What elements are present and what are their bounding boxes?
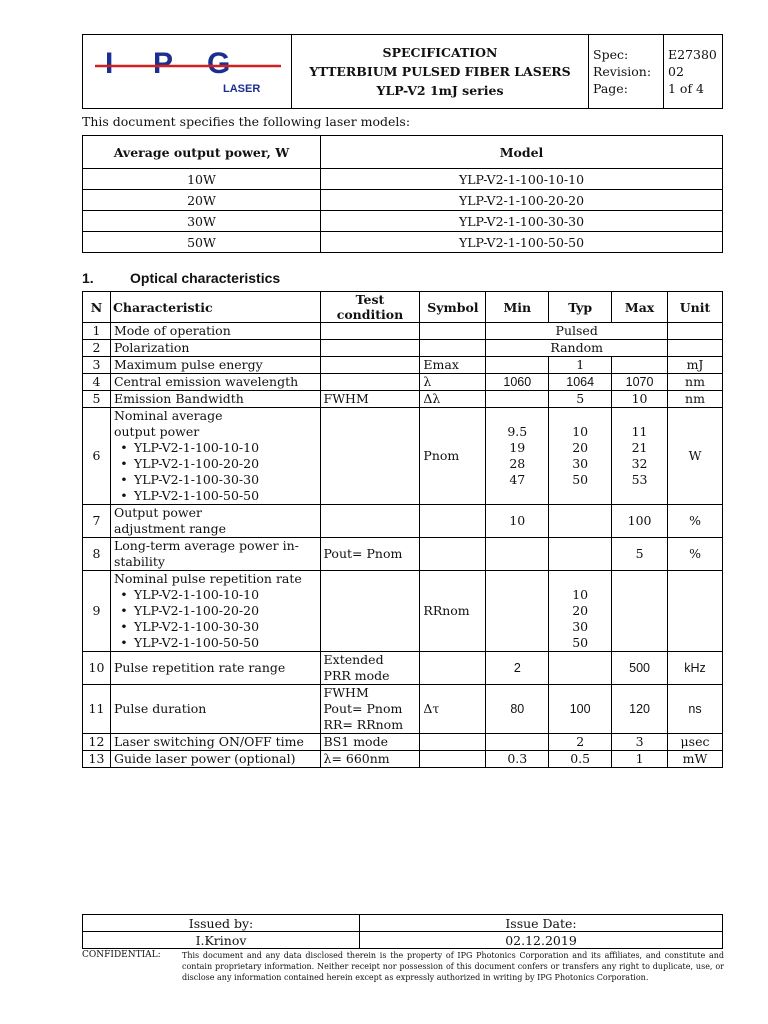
cell-min: 2 xyxy=(486,652,549,685)
cell-characteristic: Polarization xyxy=(110,340,320,357)
cell-n: 6 xyxy=(83,408,111,505)
cell-characteristic: Laser switching ON/OFF time xyxy=(110,734,320,751)
page-value: 1 of 4 xyxy=(668,81,705,96)
cell-unit: mW xyxy=(668,751,723,768)
cell-model: YLP-V2-1-100-10-10 xyxy=(321,169,723,190)
cell-symbol xyxy=(420,323,486,340)
logo-letter-i: I xyxy=(105,47,114,80)
list-item: • YLP-V2-1-100-20-20 xyxy=(114,603,317,619)
cell-max: 5 xyxy=(612,538,668,571)
issued-by-value: I.Krinov xyxy=(83,932,360,949)
cell-max: 1070 xyxy=(612,374,668,391)
revision-label: Revision: xyxy=(593,64,652,79)
cell-n: 11 xyxy=(83,685,111,734)
cell-symbol xyxy=(420,751,486,768)
cell-min xyxy=(486,408,549,505)
cell-power: 20W xyxy=(83,190,321,211)
cell-min: 0.3 xyxy=(486,751,549,768)
cell-n: 13 xyxy=(83,751,111,768)
cell-characteristic xyxy=(110,571,320,652)
cell-symbol: Emax xyxy=(420,357,486,374)
cell-typ xyxy=(549,538,612,571)
cell-unit: μsec xyxy=(668,734,723,751)
document-header xyxy=(82,34,723,109)
value: 53 xyxy=(631,472,648,487)
cell-max: 500 xyxy=(612,652,668,685)
cell-condition: FWHM xyxy=(320,391,420,408)
cell-max: 1 xyxy=(612,751,668,768)
char-line: adjustment range xyxy=(113,521,226,536)
col-avg-power: Average output power, W xyxy=(83,136,321,169)
cell-symbol xyxy=(420,505,486,538)
col-symbol: Symbol xyxy=(420,292,486,323)
logo-sub: LASER xyxy=(223,83,261,95)
value: 50 xyxy=(572,635,589,650)
confidential-label: CONFIDENTIAL: xyxy=(82,950,161,960)
table-row xyxy=(83,340,723,357)
cell-power: 30W xyxy=(83,211,321,232)
table-row xyxy=(83,538,723,571)
confidential-text: This document and any data disclosed therein is the property of IPG Photonics Corporation and its affiliates, and constitute and contain proprietary information. Neither receipt nor possession of this document confers or transfers any right to duplicate, use, or disclose any information contained herein except as expressly authorized in writing by IPG Photonics Corporation. xyxy=(182,951,724,982)
spec-label: Spec: xyxy=(593,47,629,62)
cell-unit: nm xyxy=(668,391,723,408)
revision-value: 02 xyxy=(668,64,684,79)
logo-letter-g: G xyxy=(207,47,231,80)
char-line: output power xyxy=(113,424,200,439)
model-list xyxy=(114,587,317,651)
cell-symbol xyxy=(420,734,486,751)
cell-n: 3 xyxy=(83,357,111,374)
table-row xyxy=(83,374,723,391)
char-line: Long-term average power in- xyxy=(113,538,299,553)
cell-unit: % xyxy=(668,538,723,571)
value: 10 xyxy=(572,424,589,439)
cell-min xyxy=(486,538,549,571)
issue-footer xyxy=(82,914,723,949)
cell-value: Random xyxy=(486,340,668,357)
cell-n: 12 xyxy=(83,734,111,751)
table-row xyxy=(83,685,723,734)
cell-typ xyxy=(549,652,612,685)
title-line-3: YLP-V2 1mJ series xyxy=(376,83,504,98)
cell-min xyxy=(486,391,549,408)
cell-max: 100 xyxy=(612,505,668,538)
char-line: stability xyxy=(113,554,165,569)
cell-symbol: RRnom xyxy=(420,571,486,652)
cell-typ: 0.5 xyxy=(549,751,612,768)
logo-cell xyxy=(83,35,292,109)
cell-symbol: λ xyxy=(420,374,486,391)
value: 30 xyxy=(572,456,589,471)
list-item: • YLP-V2-1-100-10-10 xyxy=(114,587,317,603)
title-line-1: SPECIFICATION xyxy=(382,45,498,60)
cell-max: 120 xyxy=(612,685,668,734)
cell-max: 3 xyxy=(612,734,668,751)
col-n: N xyxy=(83,292,111,323)
cell-unit: % xyxy=(668,505,723,538)
cell-n: 2 xyxy=(83,340,111,357)
cell-typ: 1 xyxy=(549,357,612,374)
table-row xyxy=(83,391,723,408)
cell-power: 10W xyxy=(83,169,321,190)
cond-line: FWHM xyxy=(323,685,369,700)
cell-condition xyxy=(320,685,420,734)
cell-symbol xyxy=(420,538,486,571)
cell-unit: nm xyxy=(668,374,723,391)
cell-max xyxy=(612,408,668,505)
cell-n: 9 xyxy=(83,571,111,652)
list-item: • YLP-V2-1-100-20-20 xyxy=(114,456,317,472)
table-row xyxy=(83,571,723,652)
cond-line: Extended xyxy=(323,652,384,667)
cell-condition: Pout= Pnom xyxy=(320,538,420,571)
cell-unit: W xyxy=(668,408,723,505)
col-max: Max xyxy=(612,292,668,323)
cell-min: 80 xyxy=(486,685,549,734)
table-row xyxy=(83,734,723,751)
intro-text: This document specifies the following laser models: xyxy=(82,114,411,129)
cell-condition: λ= 660nm xyxy=(320,751,420,768)
section-heading xyxy=(82,270,280,286)
cell-max xyxy=(612,571,668,652)
cell-condition xyxy=(320,374,420,391)
cell-typ xyxy=(549,505,612,538)
col-test-condition: Test condition xyxy=(320,292,420,323)
cell-characteristic: Pulse duration xyxy=(110,685,320,734)
title-line-2: YTTERBIUM PULSED FIBER LASERS xyxy=(309,64,571,79)
cell-condition xyxy=(320,340,420,357)
cell-condition xyxy=(320,408,420,505)
col-min: Min xyxy=(486,292,549,323)
char-line: Nominal pulse repetition rate xyxy=(113,571,302,586)
value: 20 xyxy=(572,603,589,618)
table-row xyxy=(83,211,723,232)
value: 21 xyxy=(631,440,648,455)
value: 50 xyxy=(572,472,589,487)
list-item: • YLP-V2-1-100-10-10 xyxy=(114,440,317,456)
cell-symbol: Δτ xyxy=(420,685,486,734)
cell-characteristic xyxy=(110,505,320,538)
models-header-row xyxy=(83,136,723,169)
cell-power: 50W xyxy=(83,232,321,253)
meta-values xyxy=(664,35,723,109)
value: 20 xyxy=(572,440,589,455)
value: 30 xyxy=(572,619,589,634)
cell-typ xyxy=(549,571,612,652)
cell-condition xyxy=(320,652,420,685)
table-row xyxy=(83,169,723,190)
issued-by-label: Issued by: xyxy=(83,915,360,932)
cell-characteristic: Pulse repetition rate range xyxy=(110,652,320,685)
cond-line: PRR mode xyxy=(323,668,390,683)
cell-unit xyxy=(668,340,723,357)
cell-symbol xyxy=(420,652,486,685)
cell-n: 10 xyxy=(83,652,111,685)
cell-characteristic: Central emission wavelength xyxy=(110,374,320,391)
cell-condition xyxy=(320,505,420,538)
table-row xyxy=(83,751,723,768)
cell-unit: kHz xyxy=(668,652,723,685)
cell-symbol xyxy=(420,340,486,357)
table-row xyxy=(83,357,723,374)
cell-characteristic: Mode of operation xyxy=(110,323,320,340)
table-row xyxy=(83,408,723,505)
cell-characteristic: Maximum pulse energy xyxy=(110,357,320,374)
cond-line: Pout= Pnom xyxy=(323,701,403,716)
cell-typ: 100 xyxy=(549,685,612,734)
col-model: Model xyxy=(321,136,723,169)
value: 10 xyxy=(572,587,589,602)
table-row xyxy=(83,190,723,211)
cell-min xyxy=(486,734,549,751)
cell-min xyxy=(486,357,549,374)
issue-date-value: 02.12.2019 xyxy=(360,932,723,949)
cell-n: 7 xyxy=(83,505,111,538)
cell-n: 1 xyxy=(83,323,111,340)
cell-characteristic xyxy=(110,408,320,505)
cell-condition xyxy=(320,571,420,652)
table-row xyxy=(83,232,723,253)
cell-condition xyxy=(320,357,420,374)
char-line: Output power xyxy=(113,505,202,520)
spec-value: E27380 xyxy=(668,47,717,62)
cell-min: 10 xyxy=(486,505,549,538)
cell-model: YLP-V2-1-100-30-30 xyxy=(321,211,723,232)
col-unit: Unit xyxy=(668,292,723,323)
cell-symbol: Pnom xyxy=(420,408,486,505)
page-label: Page: xyxy=(593,81,628,96)
cell-unit xyxy=(668,323,723,340)
cell-unit xyxy=(668,571,723,652)
char-line: Nominal average xyxy=(113,408,223,423)
cell-unit: mJ xyxy=(668,357,723,374)
cell-typ: 2 xyxy=(549,734,612,751)
cell-max: 10 xyxy=(612,391,668,408)
cell-unit: ns xyxy=(668,685,723,734)
value: 9.5 xyxy=(507,424,528,439)
cell-condition xyxy=(320,323,420,340)
cell-value: Pulsed xyxy=(486,323,668,340)
value: 19 xyxy=(509,440,526,455)
list-item: • YLP-V2-1-100-50-50 xyxy=(114,488,317,504)
value: 32 xyxy=(631,456,648,471)
cell-symbol: Δλ xyxy=(420,391,486,408)
optical-characteristics-table xyxy=(82,291,723,768)
list-item: • YLP-V2-1-100-50-50 xyxy=(114,635,317,651)
section-title: Optical characteristics xyxy=(130,270,281,286)
cell-min xyxy=(486,571,549,652)
cell-characteristic: Emission Bandwidth xyxy=(110,391,320,408)
cell-condition: BS1 mode xyxy=(320,734,420,751)
cell-model: YLP-V2-1-100-20-20 xyxy=(321,190,723,211)
models-table xyxy=(82,135,723,253)
table-row xyxy=(83,505,723,538)
table-row xyxy=(83,323,723,340)
cell-characteristic xyxy=(110,538,320,571)
document-title xyxy=(292,35,589,109)
value: 11 xyxy=(631,424,648,439)
optical-header-row xyxy=(83,292,723,323)
ipg-logo xyxy=(83,35,291,105)
col-characteristic: Characteristic xyxy=(110,292,320,323)
cell-typ: 1064 xyxy=(549,374,612,391)
list-item: • YLP-V2-1-100-30-30 xyxy=(114,472,317,488)
cell-typ: 5 xyxy=(549,391,612,408)
model-list xyxy=(114,440,317,504)
cell-n: 4 xyxy=(83,374,111,391)
cell-characteristic: Guide laser power (optional) xyxy=(110,751,320,768)
list-item: • YLP-V2-1-100-30-30 xyxy=(114,619,317,635)
cell-min: 1060 xyxy=(486,374,549,391)
value: 28 xyxy=(509,456,526,471)
issue-date-label: Issue Date: xyxy=(360,915,723,932)
cell-n: 5 xyxy=(83,391,111,408)
cell-n: 8 xyxy=(83,538,111,571)
section-number: 1. xyxy=(82,270,94,286)
value: 47 xyxy=(509,472,526,487)
cell-model: YLP-V2-1-100-50-50 xyxy=(321,232,723,253)
table-row xyxy=(83,652,723,685)
col-typ: Typ xyxy=(549,292,612,323)
cell-typ xyxy=(549,408,612,505)
meta-labels xyxy=(589,35,664,109)
cell-max xyxy=(612,357,668,374)
cond-line: RR= RRnom xyxy=(323,717,404,732)
logo-letter-p: P xyxy=(153,47,174,80)
